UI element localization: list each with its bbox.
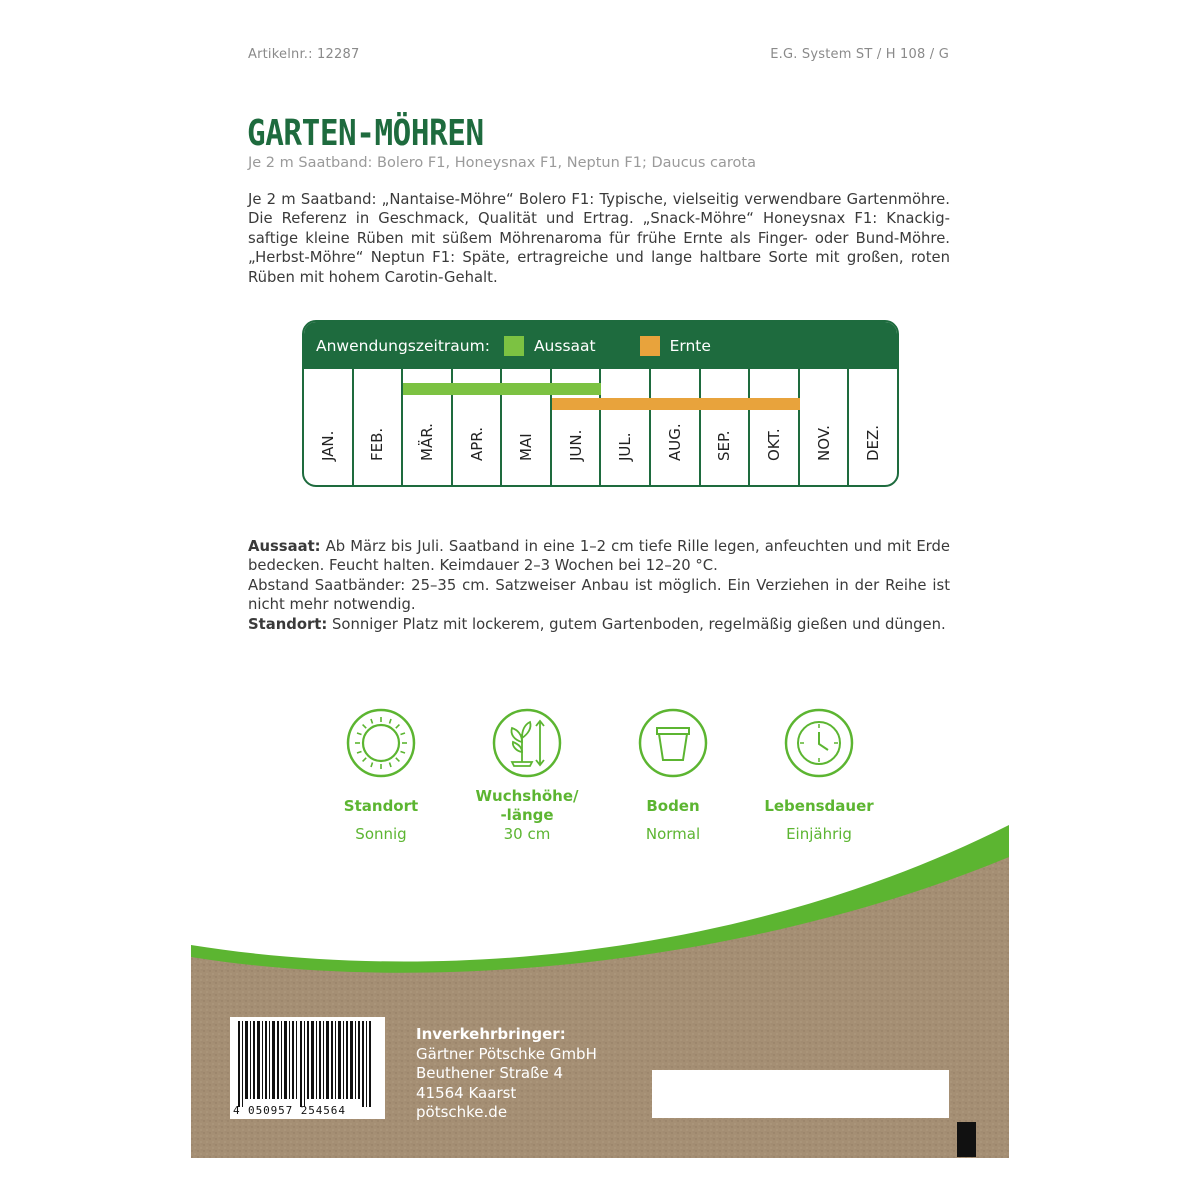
height-icon-label: Wuchshöhe/ -länge: [475, 787, 579, 824]
location-paragraph: [248, 615, 950, 634]
sowing-paragraph: [248, 537, 950, 576]
barcode-number: 4 050957 254564: [233, 1104, 346, 1117]
month-oct: [750, 369, 800, 485]
product-description: Je 2 m Saatband: „Nantaise-Möhre“ Bolero F1: Typische, vielseitig verwendbare Gartenmöhre. Die Referenz in Geschmack, Qualität und Ertrag. „Snack-Möhre“ Honeysnax F1: Knackig-saftige kleine Rüben mit süßem Möhrenaroma für frühe Ernte als Finger- oder Bund-Möhre. „Herbst-Möhre“ Neptun F1: Späte, ertragreiche und lange haltbare Sorte mit großen, roten Rüben mit hohem Carotin-Gehalt.: [248, 191, 950, 286]
legend-harvest: Ernte: [669, 336, 711, 355]
growing-instructions: [248, 537, 950, 634]
month-label: MÄR.: [417, 423, 436, 461]
month-nov: [800, 369, 850, 485]
location-icon-value: Sonnig: [355, 825, 407, 843]
lifespan-icon-label: Lebensdauer: [764, 797, 874, 815]
company-name: Gärtner Pötschke GmbH: [416, 1044, 597, 1063]
harvest-period-bar: [552, 398, 800, 410]
product-title: GARTEN-MÖHREN: [247, 113, 484, 154]
clock-icon: [784, 708, 854, 778]
month-label: APR.: [467, 427, 486, 461]
legend-sowing: Aussaat: [533, 336, 596, 355]
distributor-label: Inverkehrbringer:: [416, 1025, 566, 1043]
label-field: [652, 1070, 949, 1118]
month-label: JAN.: [318, 430, 337, 461]
month-jan: [304, 369, 354, 485]
calendar-label: Anwendungszeitraum:: [316, 336, 490, 355]
month-jul: [601, 369, 651, 485]
month-label: AUG.: [665, 423, 684, 461]
street-address: Beuthener Straße 4: [416, 1064, 564, 1082]
calendar-header: [304, 322, 897, 369]
distributor-address: [416, 1025, 597, 1123]
sowing-swatch: [504, 336, 524, 356]
system-code: E.G. System ST / H 108 / G: [770, 47, 949, 62]
month-aug: [651, 369, 701, 485]
height-icon-value: 30 cm: [503, 825, 551, 843]
month-label: DEZ.: [864, 424, 883, 461]
product-subtitle: Je 2 m Saatband: Bolero F1, Honeysnax F1, Neptun F1; Daucus carota: [248, 155, 756, 171]
month-label: SEP.: [715, 430, 734, 461]
harvest-swatch: [640, 336, 660, 356]
location-text: Sonniger Platz mit lockerem, gutem Gartenboden, regelmäßig gießen und düngen.: [327, 615, 946, 633]
plant-height-icon: [492, 708, 562, 778]
sowing-text: Ab März bis Juli. Saatband in eine 1–2 cm tiefe Rille legen, anfeuchten und mit Erde bedecken. Feucht halten. Keimdauer 2–3 Wochen bei 12–20 °C.: [248, 538, 950, 575]
registration-mark: [957, 1122, 976, 1157]
sun-icon: [346, 708, 416, 778]
website: pötschke.de: [416, 1103, 508, 1121]
month-label: NOV.: [814, 425, 833, 461]
month-label: OKT.: [764, 428, 783, 461]
sowing-period-bar: [403, 383, 601, 395]
pot-icon: [638, 708, 708, 778]
lifespan-icon-value: Einjährig: [786, 825, 852, 843]
month-label: JUN.: [566, 429, 585, 461]
location-icon-label: Standort: [343, 797, 419, 815]
spacing-paragraph: Abstand Saatbänder: 25–35 cm. Satzweiser Anbau ist möglich. Ein Verziehen in der Reihe ist nicht mehr notwendig.: [248, 576, 950, 614]
month-dec: [849, 369, 897, 485]
soil-icon-value: Normal: [645, 825, 701, 843]
month-label: MAI: [517, 433, 536, 461]
city-address: 41564 Kaarst: [416, 1083, 517, 1102]
month-label: FEB.: [368, 427, 387, 461]
article-number: Artikelnr.: 12287: [248, 47, 360, 62]
month-label: JUL.: [616, 432, 635, 461]
barcode: [230, 1017, 385, 1119]
location-label: Standort:: [248, 615, 328, 633]
soil-icon-label: Boden: [646, 797, 700, 815]
season-calendar: [302, 320, 899, 487]
sowing-label: Aussaat:: [248, 538, 321, 555]
month-sep: [701, 369, 751, 485]
month-feb: [354, 369, 404, 485]
